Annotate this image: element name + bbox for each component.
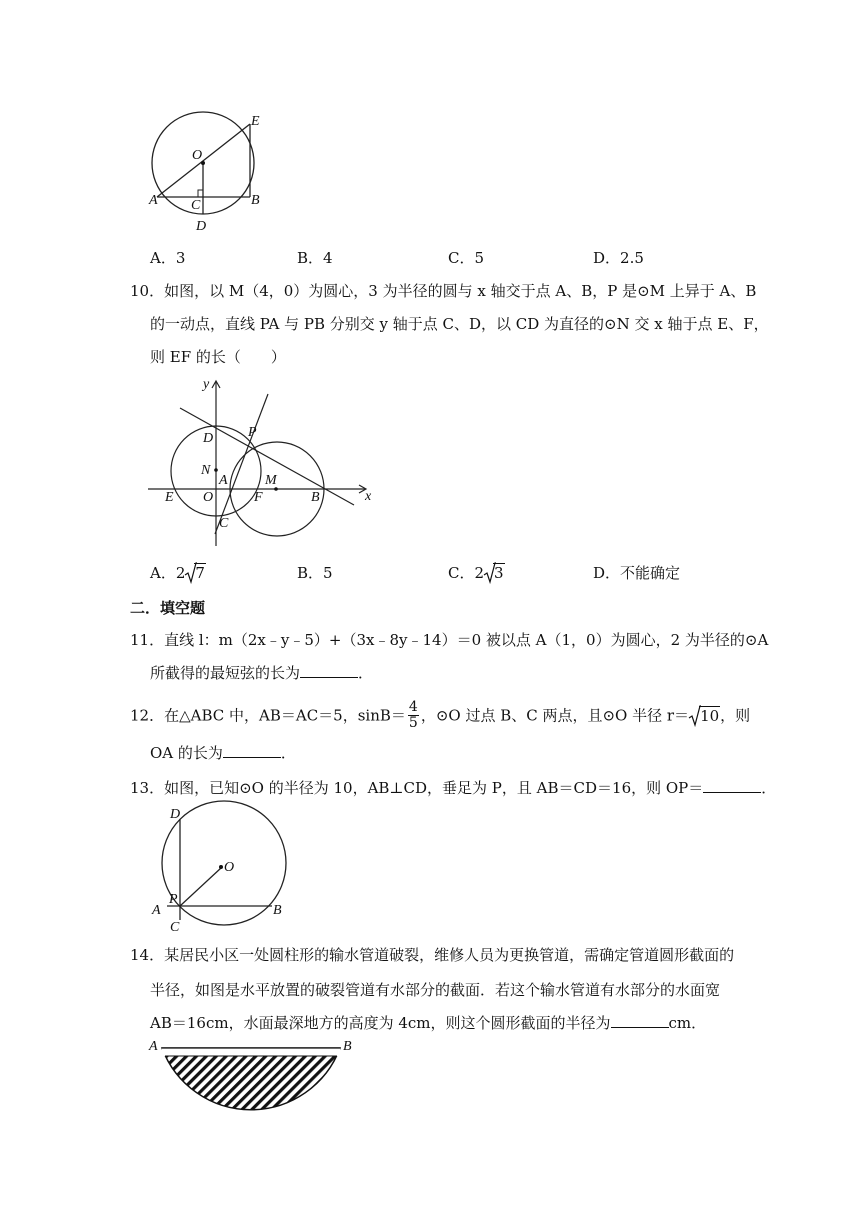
q12-root [689, 706, 720, 726]
q10-line-2: 的一动点，直线 PA 与 PB 分别交 y 轴于点 C、D，以 CD 为直径的⊙N 交 x 轴于点 E、F， [150, 315, 769, 333]
q13-label-b: B [273, 903, 282, 918]
q10-label-c: C [219, 516, 229, 531]
q12-text-mid: ，⊙O 过点 B、C 两点，且⊙O 半径 r＝ [420, 706, 690, 725]
q9-option-d: D．2.5 [593, 249, 644, 267]
q12-answer-blank[interactable] [223, 743, 281, 758]
q10-label-n: N [201, 463, 211, 478]
q12-period: ． [280, 744, 296, 762]
q13-label-a: A [152, 903, 161, 918]
q14-label-b: B [343, 1039, 352, 1054]
q13-label-o: O [224, 860, 235, 875]
q12-text-pre: 12．在△ABC 中，AB＝AC＝5，sinB＝ [130, 706, 406, 725]
q10-label-e: E [165, 490, 174, 505]
q10-label-x: x [365, 489, 372, 504]
q10-option-a-prefix: A．2 [150, 564, 186, 582]
q10-label-m: M [265, 473, 277, 488]
q14-water-segment [162, 1048, 340, 1110]
q12-line-2 [150, 743, 296, 763]
q14-label-a: A [149, 1039, 158, 1054]
q14-text: AB＝16cm，水面最深地方的高度为 4cm，则这个圆形截面的半径为 [150, 1014, 611, 1032]
q14-line-2: 半径，如图是水平放置的破裂管道有水部分的截面．若这个输水管道有水部分的水面宽 [150, 981, 721, 999]
q13-text: 13．如图，已知⊙O 的半径为 10，AB⊥CD，垂足为 P，且 AB＝CD＝16，则 OP＝ [130, 779, 704, 797]
q11-period: ． [358, 664, 374, 682]
q13-label-c: C [170, 920, 180, 935]
q9-option-c: C．5 [448, 249, 485, 267]
q10-option-d: D．不能确定 [593, 564, 681, 582]
q13-center-dot [219, 865, 223, 869]
q12-text-line2: OA 的长为 [150, 744, 223, 762]
q14-line-3 [150, 1013, 706, 1033]
radical-icon [185, 562, 197, 584]
q11-line-2 [150, 663, 373, 683]
q11-text: 所截得的最短弦的长为 [150, 664, 301, 682]
q10-label-d: D [203, 431, 214, 446]
q12-frac-num: 4 [408, 699, 418, 715]
q9-option-b: B．4 [297, 249, 333, 267]
q10-label-y: y [203, 377, 210, 392]
q10-option-a-root [185, 563, 206, 583]
q10-figure [140, 374, 380, 549]
q11-line-1: 11．直线 l：m（2x﹣y﹣5）+（3x﹣8y﹣14）＝0 被以点 A（1，0）为圆心，2 为半径的⊙A [130, 631, 769, 649]
q10-label-b: B [311, 490, 320, 505]
q10-point-n [214, 468, 218, 472]
q10-option-c-prefix: C．2 [448, 564, 485, 582]
q9-right-angle [198, 190, 203, 197]
q9-figure [140, 110, 280, 240]
q14-figure [145, 1036, 365, 1111]
q10-option-b: B．5 [297, 564, 333, 582]
q14-water-surface-band [162, 1048, 340, 1056]
q14-line-1: 14．某居民小区一处圆柱形的输水管道破裂，维修人员为更换管道，需确定管道圆形截面的 [130, 946, 735, 964]
radical-icon [689, 705, 701, 727]
q13-line-1 [130, 778, 776, 798]
q10-option-a [150, 563, 206, 583]
q11-answer-blank[interactable] [300, 663, 358, 678]
q13-label-d: D [170, 807, 181, 822]
q10-option-a-radicand: 7 [195, 564, 205, 582]
q9-label-o: O [192, 148, 203, 163]
q12-fraction [408, 700, 419, 731]
q10-option-c-radicand: 3 [494, 564, 504, 582]
q9-label-e: E [251, 114, 260, 129]
q10-option-c [448, 563, 505, 583]
q10-label-p: P [248, 425, 257, 440]
q9-label-a: A [149, 193, 158, 208]
section-title: 二．填空题 [130, 599, 206, 617]
q12-line-1 [130, 701, 750, 732]
q10-option-c-root [484, 563, 505, 583]
q12-frac-den: 5 [408, 715, 418, 731]
q9-option-a: A．3 [150, 249, 186, 267]
q9-label-b: B [251, 193, 260, 208]
q10-line-3: 则 EF 的长（ ） [150, 348, 286, 366]
q13-label-p: P [169, 892, 178, 907]
q13-figure [140, 800, 300, 935]
q9-label-c: C [191, 198, 201, 213]
q14-unit: cm． [668, 1014, 707, 1032]
q14-answer-blank[interactable] [611, 1013, 669, 1028]
q12-radicand: 10 [700, 706, 720, 725]
q13-answer-blank[interactable] [703, 778, 761, 793]
q13-period: ． [761, 779, 777, 797]
q10-line-1: 10．如图，以 M（4，0）为圆心，3 为半径的圆与 x 轴交于点 A、B，P 是⊙M 上异于 A、B [130, 282, 757, 300]
q12-text-post: ，则 [720, 706, 751, 725]
q9-label-d: D [196, 219, 207, 234]
q10-label-o: O [203, 490, 214, 505]
radical-icon [484, 562, 496, 584]
q13-line-op [180, 868, 221, 906]
q10-label-a: A [219, 473, 228, 488]
q10-label-f: F [254, 490, 263, 505]
